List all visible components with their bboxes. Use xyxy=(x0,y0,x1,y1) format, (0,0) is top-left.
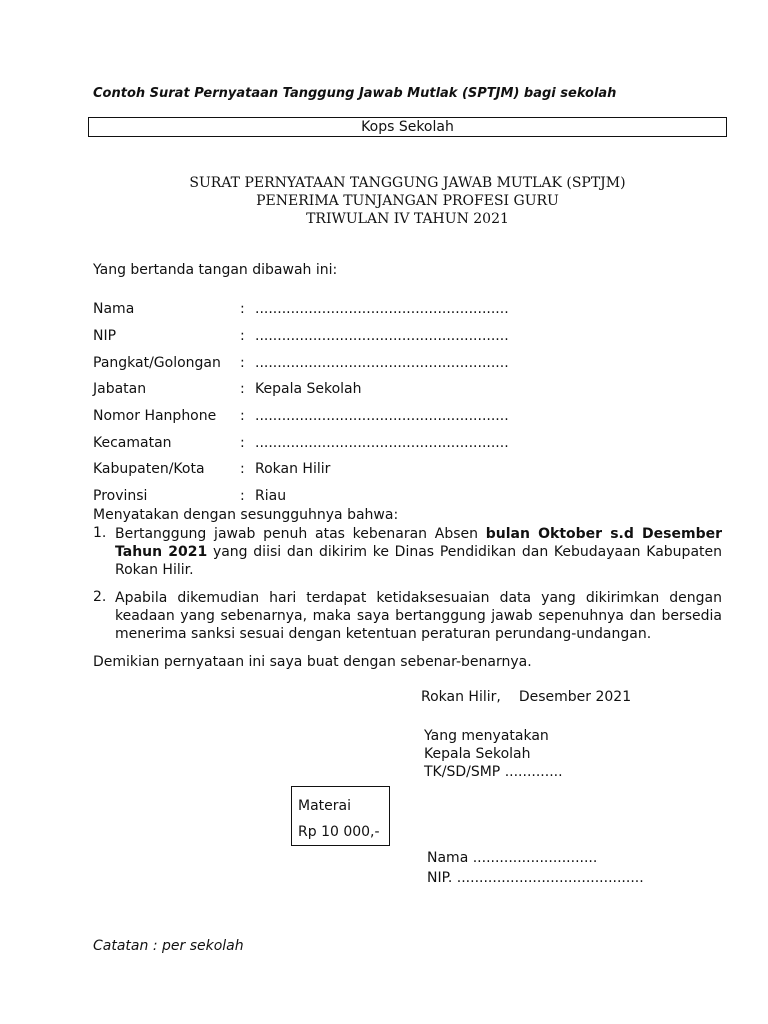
list-text-post: yang diisi dan dikirim ke Dinas Pendidikan dan Kebudayaan Kabupaten Rokan Hilir. xyxy=(115,544,722,578)
field-colon: : xyxy=(240,488,245,505)
title-line-2: PENERIMA TUNJANGAN PROFESI GURU xyxy=(256,193,559,209)
field-row-pangkat xyxy=(93,349,693,376)
field-colon: : xyxy=(240,461,245,478)
document-title xyxy=(88,174,727,228)
date: Desember 2021 xyxy=(518,689,632,705)
field-row-hanphone xyxy=(93,403,693,430)
signer-line-2: Kepala Sekolah xyxy=(424,746,531,762)
signature-name: Nama ............................ xyxy=(427,850,598,866)
field-row-kecamatan xyxy=(93,429,693,456)
note-text: Catatan : per sekolah xyxy=(93,938,244,954)
signature-block xyxy=(427,848,644,888)
field-colon: : xyxy=(240,354,245,371)
list-text-pre: Bertanggung jawab penuh atas kebenaran Absen xyxy=(115,526,486,542)
field-value: ......................................................... xyxy=(255,354,509,371)
document-caption: Contoh Surat Pernyataan Tanggung Jawab Mutlak (SPTJM) bagi sekolah xyxy=(93,86,617,101)
signer-line-1: Yang menyatakan xyxy=(424,728,549,744)
field-value: ......................................................... xyxy=(255,434,509,451)
list-number: 1. xyxy=(93,525,107,541)
field-row-kabupaten xyxy=(93,456,693,483)
list-text xyxy=(115,525,722,579)
statement-list xyxy=(93,525,722,653)
signer-block xyxy=(424,727,563,781)
list-number: 2. xyxy=(93,589,107,605)
list-text: Apabila dikemudian hari terdapat ketidaksesuaian data yang dikirimkan dengan keadaan yang sebenarnya, maka saya bertanggung jawab sepenuhnya dan bersedia menerima sanksi sesuai dengan ketentuan peraturan perundang-undangan. xyxy=(115,590,722,642)
signer-line-3: TK/SD/SMP ............. xyxy=(424,764,563,780)
place-date xyxy=(421,689,631,705)
field-colon: : xyxy=(240,381,245,398)
field-colon: : xyxy=(240,301,245,318)
materai-stamp-box xyxy=(291,786,390,846)
statement-intro: Menyatakan dengan sesungguhnya bahwa: xyxy=(93,507,399,523)
field-row-nama xyxy=(93,296,693,323)
field-value: ......................................................... xyxy=(255,408,509,425)
field-label: Provinsi xyxy=(93,488,148,505)
field-colon: : xyxy=(240,434,245,451)
field-value: Kepala Sekolah xyxy=(255,381,362,398)
field-label: Kabupaten/Kota xyxy=(93,461,205,478)
field-label: Jabatan xyxy=(93,381,147,398)
list-item xyxy=(93,589,722,643)
field-row-nip xyxy=(93,323,693,350)
field-label: NIP xyxy=(93,328,117,345)
materai-label: Materai xyxy=(298,798,351,814)
field-row-provinsi xyxy=(93,483,693,510)
identity-fields xyxy=(93,296,693,510)
field-label: Pangkat/Golongan xyxy=(93,354,221,371)
field-label: Nama xyxy=(93,301,135,318)
materai-amount: Rp 10 000,- xyxy=(298,824,380,840)
field-label: Kecamatan xyxy=(93,434,172,451)
title-line-3: TRIWULAN IV TAHUN 2021 xyxy=(306,211,509,227)
place: Rokan Hilir, xyxy=(421,689,501,705)
title-line-1: SURAT PERNYATAAN TANGGUNG JAWAB MUTLAK (SPTJM) xyxy=(189,175,626,191)
field-value: Rokan Hilir xyxy=(255,461,331,478)
intro-text: Yang bertanda tangan dibawah ini: xyxy=(93,262,338,278)
school-letterhead-box: Kops Sekolah xyxy=(88,117,727,137)
field-value: Riau xyxy=(255,488,287,505)
field-row-jabatan xyxy=(93,376,693,403)
list-item xyxy=(93,525,722,579)
field-label: Nomor Hanphone xyxy=(93,408,217,425)
field-colon: : xyxy=(240,408,245,425)
signature-nip: NIP. .......................................... xyxy=(427,870,644,886)
field-value: ......................................................... xyxy=(255,301,509,318)
field-value: ......................................................... xyxy=(255,328,509,345)
list-text-bold: bulan Oktober s.d Desember Tahun 2021 xyxy=(115,526,722,560)
field-colon: : xyxy=(240,328,245,345)
closing-statement: Demikian pernyataan ini saya buat dengan sebenar-benarnya. xyxy=(93,654,532,670)
